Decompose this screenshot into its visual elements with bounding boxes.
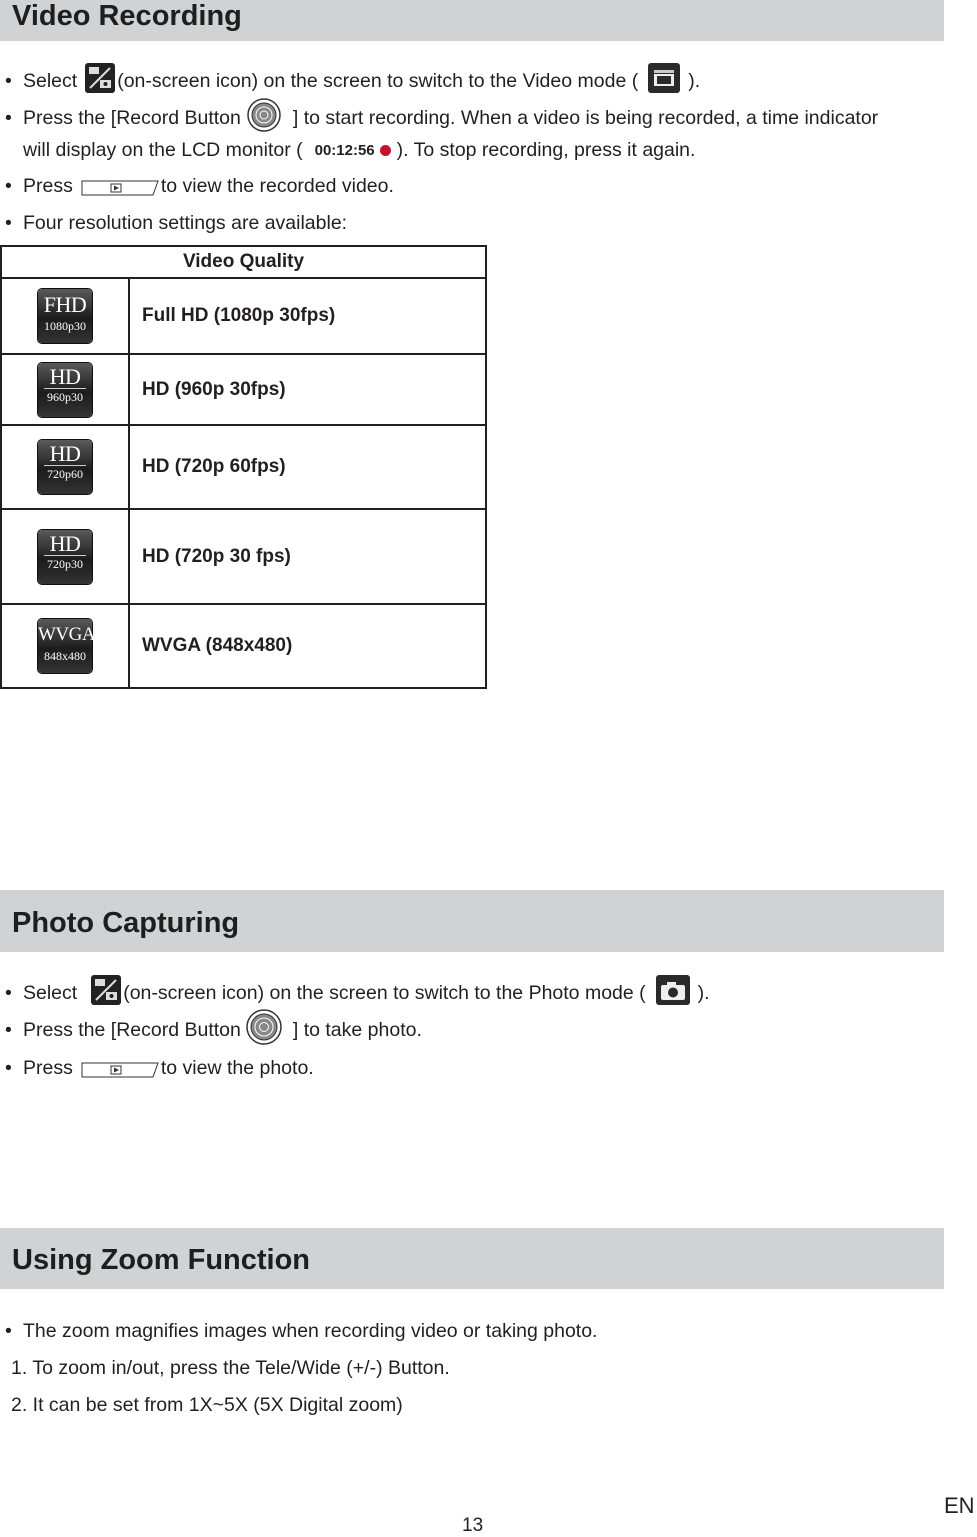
quality-label: HD (720p 30 fps) <box>129 509 486 604</box>
video-mode-icon <box>648 63 680 99</box>
video-bullet-4: • Four resolution settings are available: <box>5 211 348 234</box>
section-title-video: Video Recording <box>12 0 242 32</box>
section-header-video <box>0 0 944 41</box>
table-row <box>1 509 486 604</box>
fhd-1080p30-icon: FHD 1080p30 <box>38 289 92 343</box>
video-quality-table <box>0 245 487 689</box>
quality-label: HD (960p 30fps) <box>129 354 486 425</box>
recording-dot-icon <box>380 145 391 156</box>
time-indicator: 00:12:56 <box>315 142 391 159</box>
photo-mode-icon <box>656 975 690 1011</box>
mode-switch-icon <box>91 975 121 1011</box>
video-bullet-1: • Select (on-screen icon) on the screen to switch to the Video mode ( ). <box>0 66 700 96</box>
record-button-icon <box>243 98 285 138</box>
section-header-zoom <box>0 1228 944 1289</box>
section-title-zoom: Using Zoom Function <box>12 1244 311 1276</box>
zoom-bullet-1: • The zoom magnifies images when recording video or taking photo. <box>5 1319 598 1342</box>
section-header-photo <box>0 890 944 952</box>
table-row <box>1 354 486 425</box>
table-row <box>1 425 486 509</box>
quality-label: HD (720p 60fps) <box>129 425 486 509</box>
section-title-photo: Photo Capturing <box>12 907 240 939</box>
playback-button-icon <box>81 179 155 193</box>
video-bullet-3: • Press to view the recorded video. <box>5 174 394 197</box>
table-header: Video Quality <box>1 246 486 278</box>
zoom-step-1: 1. To zoom in/out, press the Tele/Wide (+/-) Button. <box>11 1356 450 1379</box>
record-button-icon <box>241 1009 287 1051</box>
playback-button-icon <box>81 1061 155 1075</box>
video-bullet-2-continued: will display on the LCD monitor ( 00:12:56 ). To stop recording, press it again. <box>23 138 696 161</box>
photo-bullet-2: • Press the [Record Button ] to take photo. <box>0 1012 422 1048</box>
quality-label: Full HD (1080p 30fps) <box>129 278 486 354</box>
photo-bullet-3: • Press to view the photo. <box>5 1056 314 1079</box>
video-bullet-2: • Press the [Record Button ] to start recording. When a video is being recorded, a time indicator <box>0 101 878 135</box>
hd-720p60-icon: HD 720p60 <box>38 440 92 494</box>
wvga-848x480-icon: WVGA 848x480 <box>38 619 92 673</box>
table-row <box>1 604 486 688</box>
zoom-step-2: 2. It can be set from 1X~5X (5X Digital zoom) <box>11 1393 403 1416</box>
hd-720p30-icon: HD 720p30 <box>38 530 92 584</box>
quality-label: WVGA (848x480) <box>129 604 486 688</box>
language-label: EN <box>944 1493 975 1518</box>
hd-960p30-icon: HD 960p30 <box>38 363 92 417</box>
photo-bullet-1: • Select (on-screen icon) on the screen to switch to the Photo mode ( ). <box>0 977 710 1009</box>
mode-switch-icon <box>85 63 115 99</box>
table-row <box>1 278 486 354</box>
page-number: 13 <box>462 1515 484 1536</box>
